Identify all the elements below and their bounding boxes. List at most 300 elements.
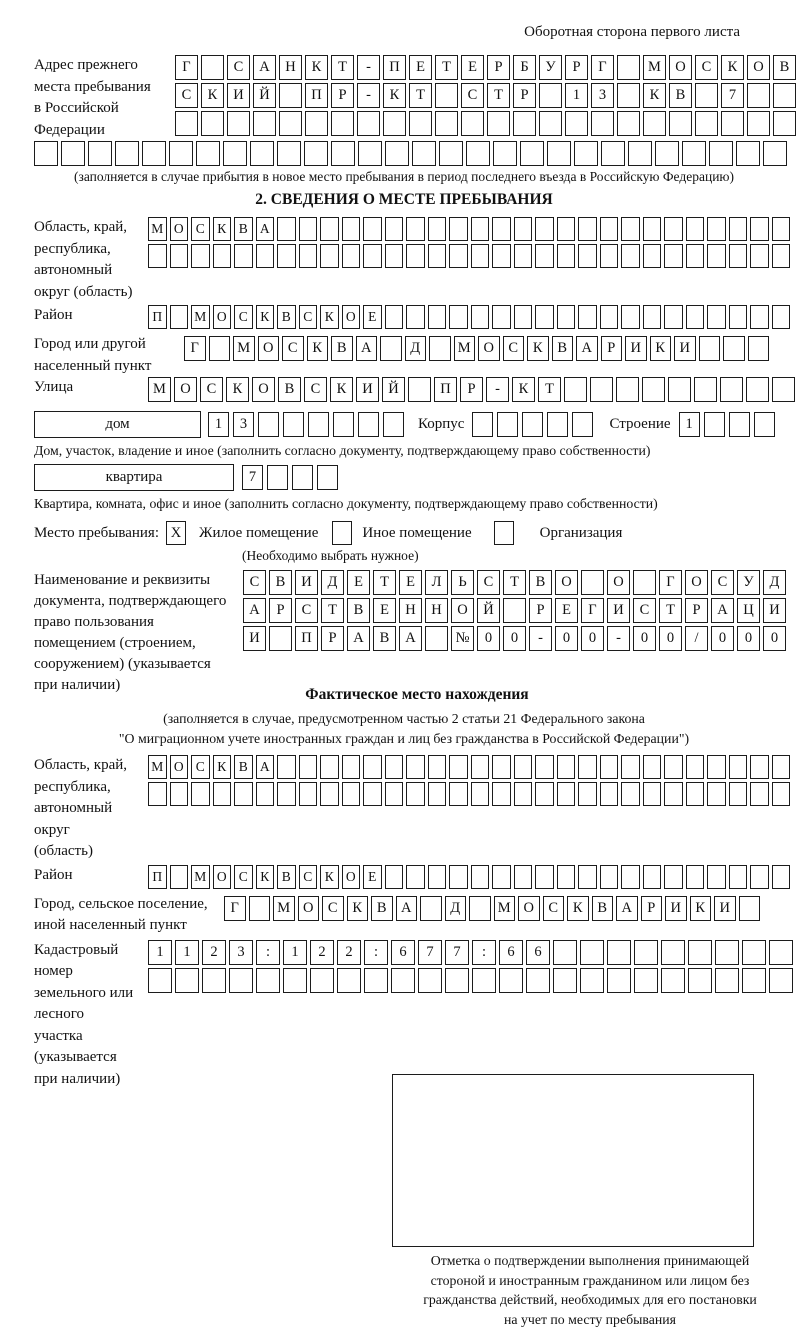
char-box[interactable] — [514, 244, 533, 268]
char-box[interactable] — [664, 782, 683, 806]
char-box[interactable]: Р — [513, 83, 536, 108]
char-box[interactable]: В — [331, 336, 353, 361]
char-box[interactable] — [363, 755, 382, 779]
char-box[interactable] — [305, 111, 328, 136]
char-box[interactable] — [772, 305, 791, 329]
char-box[interactable] — [742, 940, 766, 965]
char-box[interactable]: 2 — [310, 940, 334, 965]
char-box[interactable]: О — [252, 377, 275, 402]
char-box[interactable]: 1 — [148, 940, 172, 965]
char-box[interactable] — [391, 968, 415, 993]
char-box[interactable] — [269, 626, 292, 651]
char-box[interactable] — [721, 111, 744, 136]
char-box[interactable] — [385, 305, 404, 329]
char-box[interactable] — [213, 782, 232, 806]
char-box[interactable] — [267, 465, 288, 490]
char-box[interactable] — [406, 755, 425, 779]
char-box[interactable]: С — [191, 217, 210, 241]
char-box[interactable] — [707, 305, 726, 329]
char-box[interactable] — [406, 782, 425, 806]
char-box[interactable] — [643, 244, 662, 268]
char-box[interactable]: Н — [425, 598, 448, 623]
char-box[interactable]: К — [305, 55, 328, 80]
char-box[interactable]: И — [295, 570, 318, 595]
char-box[interactable] — [428, 217, 447, 241]
char-box[interactable]: И — [607, 598, 630, 623]
char-box[interactable] — [707, 244, 726, 268]
char-box[interactable]: Е — [373, 598, 396, 623]
char-box[interactable] — [213, 244, 232, 268]
char-box[interactable]: А — [256, 755, 275, 779]
char-box[interactable]: 1 — [283, 940, 307, 965]
char-box[interactable] — [600, 755, 619, 779]
char-box[interactable] — [729, 782, 748, 806]
char-box[interactable] — [668, 377, 691, 402]
char-box[interactable] — [655, 141, 679, 166]
char-box[interactable] — [449, 755, 468, 779]
char-box[interactable]: В — [773, 55, 796, 80]
char-box[interactable]: П — [434, 377, 457, 402]
char-box[interactable] — [299, 244, 318, 268]
char-box[interactable] — [358, 141, 382, 166]
char-box[interactable]: Н — [279, 55, 302, 80]
char-box[interactable] — [578, 865, 597, 889]
char-box[interactable] — [492, 305, 511, 329]
char-box[interactable] — [418, 968, 442, 993]
char-box[interactable] — [209, 336, 231, 361]
other-premises-checkbox[interactable] — [332, 521, 352, 545]
char-box[interactable]: М — [191, 865, 210, 889]
char-box[interactable] — [581, 570, 604, 595]
char-box[interactable] — [420, 896, 442, 921]
char-box[interactable]: О — [518, 896, 540, 921]
char-box[interactable]: М — [148, 755, 167, 779]
char-box[interactable]: Т — [373, 570, 396, 595]
char-box[interactable]: Г — [175, 55, 198, 80]
char-box[interactable] — [578, 217, 597, 241]
char-box[interactable] — [170, 305, 189, 329]
char-box[interactable]: С — [299, 865, 318, 889]
char-box[interactable] — [383, 111, 406, 136]
char-box[interactable] — [617, 55, 640, 80]
char-box[interactable] — [428, 782, 447, 806]
char-box[interactable]: К — [643, 83, 666, 108]
char-box[interactable] — [493, 141, 517, 166]
char-box[interactable] — [320, 782, 339, 806]
char-box[interactable] — [557, 244, 576, 268]
char-box[interactable] — [191, 782, 210, 806]
char-box[interactable] — [754, 412, 775, 437]
char-box[interactable] — [707, 865, 726, 889]
char-box[interactable]: Д — [321, 570, 344, 595]
char-box[interactable] — [283, 968, 307, 993]
char-box[interactable] — [358, 412, 379, 437]
char-box[interactable]: С — [633, 598, 656, 623]
char-box[interactable] — [557, 865, 576, 889]
char-box[interactable]: С — [243, 570, 266, 595]
char-box[interactable] — [425, 626, 448, 651]
char-box[interactable] — [471, 865, 490, 889]
char-box[interactable]: С — [299, 305, 318, 329]
char-box[interactable] — [746, 377, 769, 402]
char-box[interactable]: С — [711, 570, 734, 595]
char-box[interactable] — [115, 141, 139, 166]
organization-checkbox[interactable] — [494, 521, 514, 545]
char-box[interactable] — [688, 940, 712, 965]
char-box[interactable]: 1 — [565, 83, 588, 108]
char-box[interactable] — [170, 782, 189, 806]
char-box[interactable]: Р — [487, 55, 510, 80]
char-box[interactable]: М — [643, 55, 666, 80]
char-box[interactable] — [514, 305, 533, 329]
char-box[interactable]: П — [383, 55, 406, 80]
char-box[interactable] — [385, 782, 404, 806]
char-box[interactable]: 1 — [208, 412, 229, 437]
char-box[interactable] — [699, 336, 721, 361]
char-box[interactable]: 1 — [175, 940, 199, 965]
char-box[interactable] — [739, 896, 761, 921]
char-box[interactable] — [428, 305, 447, 329]
char-box[interactable] — [385, 755, 404, 779]
char-box[interactable] — [621, 305, 640, 329]
char-box[interactable] — [729, 244, 748, 268]
char-box[interactable] — [522, 412, 543, 437]
char-box[interactable] — [406, 217, 425, 241]
char-box[interactable]: 0 — [659, 626, 682, 651]
char-box[interactable]: И — [356, 377, 379, 402]
char-box[interactable]: - — [357, 55, 380, 80]
char-box[interactable]: К — [320, 865, 339, 889]
char-box[interactable]: / — [685, 626, 708, 651]
char-box[interactable] — [763, 141, 787, 166]
char-box[interactable] — [333, 412, 354, 437]
char-box[interactable] — [634, 940, 658, 965]
char-box[interactable] — [607, 940, 631, 965]
char-box[interactable] — [642, 377, 665, 402]
char-box[interactable] — [342, 782, 361, 806]
char-box[interactable]: В — [347, 598, 370, 623]
char-box[interactable] — [686, 782, 705, 806]
char-box[interactable]: Р — [685, 598, 708, 623]
char-box[interactable]: Т — [538, 377, 561, 402]
char-box[interactable] — [643, 111, 666, 136]
char-box[interactable] — [557, 217, 576, 241]
char-box[interactable]: А — [253, 55, 276, 80]
char-box[interactable] — [320, 244, 339, 268]
char-box[interactable]: М — [233, 336, 255, 361]
char-box[interactable]: В — [234, 217, 253, 241]
char-box[interactable]: К — [347, 896, 369, 921]
char-box[interactable] — [695, 83, 718, 108]
char-box[interactable]: К — [320, 305, 339, 329]
char-box[interactable] — [707, 755, 726, 779]
char-box[interactable] — [229, 968, 253, 993]
char-box[interactable] — [621, 244, 640, 268]
char-box[interactable]: : — [364, 940, 388, 965]
char-box[interactable]: Д — [763, 570, 786, 595]
char-box[interactable] — [526, 968, 550, 993]
char-box[interactable] — [664, 755, 683, 779]
char-box[interactable]: О — [258, 336, 280, 361]
char-box[interactable]: В — [277, 305, 296, 329]
kvartira-field-box[interactable]: квартира — [34, 464, 234, 491]
char-box[interactable] — [258, 412, 279, 437]
char-box[interactable] — [772, 377, 795, 402]
char-box[interactable] — [664, 244, 683, 268]
char-box[interactable] — [607, 968, 631, 993]
char-box[interactable] — [429, 336, 451, 361]
char-box[interactable]: П — [295, 626, 318, 651]
char-box[interactable]: Ь — [451, 570, 474, 595]
char-box[interactable]: 7 — [721, 83, 744, 108]
char-box[interactable] — [565, 111, 588, 136]
char-box[interactable] — [277, 755, 296, 779]
char-box[interactable] — [406, 305, 425, 329]
char-box[interactable] — [428, 244, 447, 268]
char-box[interactable]: 7 — [242, 465, 263, 490]
char-box[interactable] — [535, 244, 554, 268]
char-box[interactable]: - — [486, 377, 509, 402]
char-box[interactable] — [535, 305, 554, 329]
char-box[interactable] — [621, 865, 640, 889]
char-box[interactable]: А — [576, 336, 598, 361]
char-box[interactable] — [357, 111, 380, 136]
char-box[interactable]: 3 — [229, 940, 253, 965]
char-box[interactable]: Т — [435, 55, 458, 80]
char-box[interactable] — [449, 217, 468, 241]
char-box[interactable]: В — [371, 896, 393, 921]
char-box[interactable]: : — [472, 940, 496, 965]
char-box[interactable]: № — [451, 626, 474, 651]
char-box[interactable] — [383, 412, 404, 437]
char-box[interactable] — [707, 217, 726, 241]
char-box[interactable] — [664, 217, 683, 241]
char-box[interactable]: К — [213, 755, 232, 779]
char-box[interactable] — [320, 755, 339, 779]
char-box[interactable]: С — [234, 865, 253, 889]
char-box[interactable]: А — [396, 896, 418, 921]
char-box[interactable] — [601, 141, 625, 166]
char-box[interactable] — [380, 336, 402, 361]
char-box[interactable]: С — [477, 570, 500, 595]
char-box[interactable] — [234, 244, 253, 268]
char-box[interactable]: Г — [224, 896, 246, 921]
char-box[interactable]: М — [148, 217, 167, 241]
char-box[interactable] — [499, 968, 523, 993]
char-box[interactable]: В — [269, 570, 292, 595]
char-box[interactable]: К — [690, 896, 712, 921]
char-box[interactable] — [557, 755, 576, 779]
char-box[interactable]: 7 — [445, 940, 469, 965]
char-box[interactable] — [557, 782, 576, 806]
char-box[interactable] — [363, 217, 382, 241]
char-box[interactable]: Р — [269, 598, 292, 623]
char-box[interactable] — [471, 782, 490, 806]
char-box[interactable]: К — [567, 896, 589, 921]
char-box[interactable]: В — [552, 336, 574, 361]
char-box[interactable]: К — [330, 377, 353, 402]
char-box[interactable]: С — [695, 55, 718, 80]
char-box[interactable]: К — [226, 377, 249, 402]
char-box[interactable]: О — [298, 896, 320, 921]
char-box[interactable]: Т — [503, 570, 526, 595]
char-box[interactable] — [277, 244, 296, 268]
char-box[interactable] — [331, 141, 355, 166]
char-box[interactable] — [191, 244, 210, 268]
char-box[interactable] — [664, 865, 683, 889]
char-box[interactable]: О — [213, 865, 232, 889]
char-box[interactable]: 6 — [499, 940, 523, 965]
char-box[interactable] — [513, 111, 536, 136]
char-box[interactable] — [363, 782, 382, 806]
char-box[interactable] — [750, 305, 769, 329]
char-box[interactable] — [564, 377, 587, 402]
char-box[interactable]: Ц — [737, 598, 760, 623]
char-box[interactable] — [466, 141, 490, 166]
char-box[interactable]: Р — [331, 83, 354, 108]
char-box[interactable] — [750, 755, 769, 779]
char-box[interactable] — [686, 217, 705, 241]
char-box[interactable]: Т — [409, 83, 432, 108]
char-box[interactable] — [600, 782, 619, 806]
char-box[interactable]: Р — [601, 336, 623, 361]
char-box[interactable] — [337, 968, 361, 993]
char-box[interactable] — [580, 940, 604, 965]
char-box[interactable] — [686, 755, 705, 779]
char-box[interactable]: С — [322, 896, 344, 921]
char-box[interactable]: Й — [253, 83, 276, 108]
char-box[interactable]: Й — [477, 598, 500, 623]
char-box[interactable]: Т — [321, 598, 344, 623]
char-box[interactable] — [591, 111, 614, 136]
char-box[interactable]: 3 — [591, 83, 614, 108]
char-box[interactable] — [769, 940, 793, 965]
char-box[interactable]: О — [478, 336, 500, 361]
char-box[interactable] — [283, 412, 304, 437]
char-box[interactable]: П — [305, 83, 328, 108]
char-box[interactable]: К — [383, 83, 406, 108]
char-box[interactable] — [492, 755, 511, 779]
char-box[interactable] — [503, 598, 526, 623]
char-box[interactable]: В — [277, 865, 296, 889]
char-box[interactable] — [471, 217, 490, 241]
char-box[interactable]: К — [721, 55, 744, 80]
char-box[interactable] — [342, 244, 361, 268]
char-box[interactable] — [590, 377, 613, 402]
char-box[interactable]: У — [737, 570, 760, 595]
char-box[interactable] — [769, 968, 793, 993]
char-box[interactable] — [320, 217, 339, 241]
char-box[interactable] — [553, 940, 577, 965]
residential-checkbox[interactable]: X — [166, 521, 186, 545]
char-box[interactable] — [535, 755, 554, 779]
char-box[interactable] — [428, 865, 447, 889]
char-box[interactable] — [633, 570, 656, 595]
char-box[interactable]: В — [373, 626, 396, 651]
char-box[interactable] — [469, 896, 491, 921]
char-box[interactable] — [317, 465, 338, 490]
char-box[interactable]: К — [256, 865, 275, 889]
char-box[interactable]: Е — [363, 865, 382, 889]
char-box[interactable]: О — [451, 598, 474, 623]
char-box[interactable]: С — [200, 377, 223, 402]
char-box[interactable] — [223, 141, 247, 166]
char-box[interactable] — [772, 865, 791, 889]
char-box[interactable]: Р — [641, 896, 663, 921]
char-box[interactable] — [435, 111, 458, 136]
char-box[interactable]: : — [256, 940, 280, 965]
char-box[interactable] — [688, 968, 712, 993]
char-box[interactable] — [748, 336, 770, 361]
char-box[interactable]: - — [607, 626, 630, 651]
char-box[interactable] — [331, 111, 354, 136]
char-box[interactable]: О — [170, 217, 189, 241]
char-box[interactable] — [202, 968, 226, 993]
char-box[interactable] — [299, 217, 318, 241]
char-box[interactable] — [363, 244, 382, 268]
char-box[interactable] — [643, 865, 662, 889]
char-box[interactable]: 0 — [581, 626, 604, 651]
char-box[interactable]: С — [191, 755, 210, 779]
char-box[interactable] — [445, 968, 469, 993]
char-box[interactable] — [707, 782, 726, 806]
char-box[interactable]: С — [227, 55, 250, 80]
char-box[interactable] — [750, 782, 769, 806]
char-box[interactable] — [412, 141, 436, 166]
char-box[interactable]: К — [213, 217, 232, 241]
char-box[interactable] — [406, 865, 425, 889]
char-box[interactable]: И — [227, 83, 250, 108]
char-box[interactable]: 0 — [763, 626, 786, 651]
char-box[interactable]: П — [148, 305, 167, 329]
char-box[interactable] — [304, 141, 328, 166]
char-box[interactable]: Е — [409, 55, 432, 80]
char-box[interactable]: Р — [321, 626, 344, 651]
char-box[interactable]: Г — [659, 570, 682, 595]
char-box[interactable] — [256, 244, 275, 268]
char-box[interactable]: А — [616, 896, 638, 921]
char-box[interactable]: Г — [591, 55, 614, 80]
char-box[interactable] — [170, 244, 189, 268]
char-box[interactable]: М — [148, 377, 171, 402]
char-box[interactable] — [715, 968, 739, 993]
char-box[interactable]: М — [494, 896, 516, 921]
char-box[interactable] — [664, 305, 683, 329]
char-box[interactable] — [342, 755, 361, 779]
char-box[interactable] — [686, 305, 705, 329]
char-box[interactable]: А — [243, 598, 266, 623]
char-box[interactable] — [621, 217, 640, 241]
char-box[interactable]: 2 — [202, 940, 226, 965]
char-box[interactable] — [449, 782, 468, 806]
char-box[interactable] — [497, 412, 518, 437]
char-box[interactable]: У — [539, 55, 562, 80]
char-box[interactable] — [428, 755, 447, 779]
char-box[interactable] — [461, 111, 484, 136]
char-box[interactable]: 0 — [633, 626, 656, 651]
char-box[interactable]: Н — [399, 598, 422, 623]
char-box[interactable] — [148, 782, 167, 806]
char-box[interactable]: М — [454, 336, 476, 361]
char-box[interactable]: О — [342, 305, 361, 329]
char-box[interactable] — [277, 782, 296, 806]
char-box[interactable] — [535, 217, 554, 241]
char-box[interactable]: 6 — [526, 940, 550, 965]
char-box[interactable]: А — [399, 626, 422, 651]
char-box[interactable]: С — [282, 336, 304, 361]
char-box[interactable] — [277, 141, 301, 166]
char-box[interactable]: С — [304, 377, 327, 402]
